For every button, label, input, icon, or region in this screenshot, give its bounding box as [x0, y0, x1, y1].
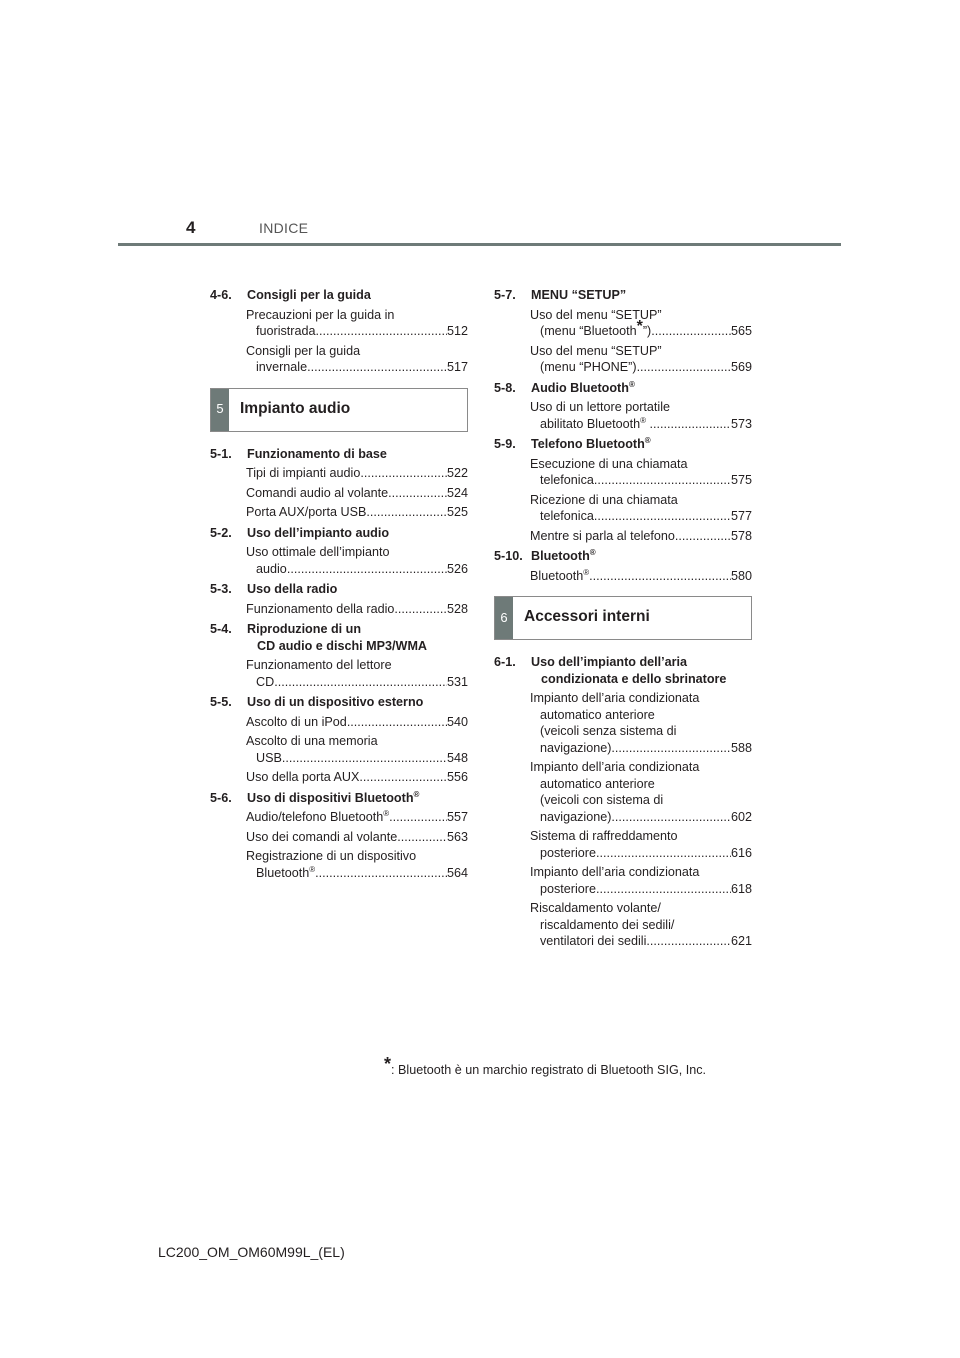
- toc-entry[interactable]: [210, 848, 468, 881]
- section-heading[interactable]: [210, 621, 468, 654]
- registered-mark: ®: [413, 789, 420, 799]
- page-ref: 580: [730, 568, 752, 583]
- toc-section-5-4: [210, 621, 468, 690]
- toc-entry[interactable]: [494, 900, 752, 950]
- leader-dots: [611, 740, 731, 757]
- page-ref: 512: [446, 324, 468, 338]
- entry-text: Ricezione di una chiamata: [530, 492, 678, 507]
- section-title: Telefono Bluetooth: [531, 437, 645, 451]
- section-heading[interactable]: [494, 287, 752, 304]
- page-ref: 602: [730, 809, 752, 824]
- section-heading[interactable]: [210, 287, 468, 304]
- entry-text: Funzionamento della radio: [246, 601, 395, 616]
- leader-dots: [316, 323, 447, 340]
- section-number: 5-3.: [210, 582, 232, 596]
- section-title: Audio Bluetooth: [531, 380, 629, 395]
- entry-text: invernale: [256, 360, 308, 374]
- toc-entry[interactable]: [494, 828, 752, 861]
- entry-text: ventilatori dei sedili: [540, 934, 647, 948]
- entry-text: abilitato Bluetooth: [540, 416, 641, 431]
- page-ref: 577: [730, 509, 752, 523]
- registered-mark: ®: [644, 435, 651, 445]
- toc-entry[interactable]: [210, 307, 468, 340]
- leader-dots: [650, 416, 731, 433]
- chapter-title: Impianto audio: [240, 399, 351, 417]
- section-title: Riproduzione di un: [247, 622, 362, 636]
- registered-mark: ®: [589, 547, 596, 557]
- toc-section-5-8: [494, 380, 752, 433]
- toc-entry[interactable]: [494, 528, 752, 545]
- entry-text: Registrazione di un dispositivo: [246, 849, 417, 863]
- leader-dots: [596, 881, 731, 898]
- section-heading[interactable]: [494, 436, 752, 453]
- registered-mark: ®: [383, 808, 390, 818]
- toc-entry[interactable]: [210, 733, 468, 766]
- entry-text: Funzionamento del lettore: [246, 658, 392, 672]
- leader-dots: [307, 359, 447, 376]
- section-number: 5-1.: [210, 446, 232, 461]
- entry-text: Esecuzione di una chiamata: [530, 456, 688, 471]
- section-heading[interactable]: [494, 380, 752, 397]
- entry-text: automatico anteriore: [540, 776, 655, 791]
- footnote: [384, 1054, 707, 1077]
- section-number: 5-4.: [210, 622, 232, 636]
- toc-entry[interactable]: [494, 399, 752, 432]
- entry-text: Impianto dell’aria condizionata: [530, 760, 700, 774]
- page-header: [0, 0, 960, 250]
- page-ref: 621: [730, 934, 752, 948]
- header-rule: [118, 243, 841, 246]
- entry-text: Porta AUX/porta USB: [246, 505, 367, 519]
- page-number: 4: [186, 218, 196, 237]
- toc-entry[interactable]: [210, 769, 468, 786]
- entry-text: USB: [256, 750, 282, 765]
- entry-text: Impianto dell’aria condizionata: [530, 691, 700, 705]
- section-title: MENU “SETUP”: [531, 288, 627, 302]
- entry-text: Uso ottimale dell’impianto: [246, 545, 390, 559]
- toc-section-5-9: [494, 436, 752, 544]
- document-code: LC200_OM_OM60M99L_(EL): [158, 1244, 345, 1260]
- leader-dots: [360, 465, 447, 482]
- leader-dots: [287, 561, 447, 578]
- section-heading[interactable]: [494, 654, 752, 687]
- section-title: Consigli per la guida: [247, 288, 371, 302]
- toc-section-5-7: [494, 287, 752, 376]
- entry-text: Comandi audio al volante: [246, 485, 389, 500]
- toc-entry[interactable]: [210, 485, 468, 502]
- leader-dots: [347, 714, 447, 731]
- toc-section-5-3: [210, 581, 468, 617]
- leader-dots: [646, 933, 731, 950]
- leader-dots: [611, 809, 731, 826]
- toc-section-5-10: [494, 548, 752, 584]
- section-title-cont: CD audio e dischi MP3/WMA: [257, 638, 428, 653]
- entry-text: (veicoli senza sistema di: [540, 724, 677, 738]
- entry-text: Audio/telefono Bluetooth: [246, 810, 384, 824]
- section-heading[interactable]: [210, 446, 468, 463]
- toc-entry[interactable]: [494, 759, 752, 825]
- toc-entry[interactable]: [210, 504, 468, 521]
- entry-text: navigazione): [540, 809, 612, 824]
- page-ref: 578: [730, 528, 752, 543]
- toc-entry[interactable]: [210, 829, 468, 846]
- leader-dots: [594, 472, 731, 489]
- registered-mark: ®: [583, 567, 590, 577]
- registered-mark: ®: [640, 415, 647, 425]
- toc-entry[interactable]: [494, 492, 752, 525]
- section-heading[interactable]: [210, 525, 468, 542]
- page-ref: 557: [446, 810, 468, 824]
- toc-entry[interactable]: [494, 568, 752, 585]
- section-heading[interactable]: [494, 548, 752, 565]
- entry-text: Bluetooth: [256, 865, 310, 880]
- entry-text: Consigli per la guida: [246, 343, 361, 358]
- registered-mark: ®: [628, 379, 635, 389]
- entry-text: navigazione): [540, 740, 612, 755]
- toc-right-column: [494, 287, 752, 954]
- entry-text: ”): [642, 324, 652, 338]
- registered-mark: ®: [309, 864, 316, 874]
- page-ref: 564: [446, 865, 468, 880]
- leader-dots: [651, 323, 731, 340]
- section-number: 5-8.: [494, 380, 516, 395]
- section-title: Uso di un dispositivo esterno: [247, 695, 424, 709]
- page-ref: 588: [730, 740, 752, 755]
- leader-dots: [637, 359, 731, 376]
- entry-text: fuoristrada: [256, 324, 316, 338]
- toc-entry[interactable]: [494, 307, 752, 340]
- leader-dots: [594, 508, 731, 525]
- footnote-star: *: [636, 318, 643, 335]
- entry-text: telefonica: [540, 509, 594, 523]
- page-ref: 618: [730, 881, 752, 896]
- section-heading[interactable]: [210, 694, 468, 711]
- entry-text: Impianto dell’aria condizionata: [530, 865, 700, 879]
- page-ref: 522: [446, 466, 468, 480]
- section-number: 5-10.: [494, 549, 523, 563]
- page-ref: 517: [446, 360, 468, 374]
- entry-text: Uso dei comandi al volante: [246, 829, 398, 844]
- section-title: Funzionamento di base: [247, 446, 387, 461]
- leader-dots: [282, 750, 447, 767]
- toc-section-4-6: [210, 287, 468, 376]
- page-ref: 525: [446, 505, 468, 519]
- footnote-star: *: [384, 1054, 392, 1074]
- entry-text: Sistema di raffreddamento: [530, 829, 678, 843]
- entry-text: Ascolto di una memoria: [246, 734, 378, 748]
- chapter-tab: 5: [211, 389, 229, 431]
- toc-section-5-6: [210, 790, 468, 882]
- section-number: 5-6.: [210, 790, 232, 805]
- toc-section-5-2: [210, 525, 468, 578]
- page-ref: 616: [730, 845, 752, 860]
- page-ref: 573: [730, 416, 752, 431]
- entry-text: Uso della porta AUX: [246, 770, 360, 784]
- leader-dots: [596, 845, 731, 862]
- entry-text: Riscaldamento volante/: [530, 901, 661, 915]
- leader-dots: [397, 829, 447, 846]
- page-ref: 540: [446, 714, 468, 729]
- toc-entry[interactable]: [494, 343, 752, 376]
- toc-section-5-5: [210, 694, 468, 786]
- toc-entry[interactable]: [210, 343, 468, 376]
- chapter-title: Accessori interni: [524, 608, 650, 625]
- toc-entry[interactable]: [210, 465, 468, 482]
- section-heading[interactable]: [210, 790, 468, 807]
- leader-dots: [315, 865, 447, 882]
- entry-text: posteriore: [540, 881, 597, 896]
- toc-entry[interactable]: [210, 601, 468, 618]
- chapter-5-box[interactable]: [210, 388, 468, 432]
- footnote-text: : Bluetooth è un marchio registrato di Bluetooth SIG, Inc.: [391, 1063, 707, 1077]
- entry-text: Bluetooth: [530, 568, 584, 583]
- section-number: 5-7.: [494, 288, 516, 302]
- section-title: Uso di dispositivi Bluetooth: [247, 790, 414, 805]
- page-ref: 565: [730, 324, 752, 338]
- entry-text: (menu “PHONE”): [540, 360, 637, 374]
- entry-text: Uso di un lettore portatile: [530, 400, 671, 414]
- leader-dots: [589, 568, 731, 585]
- entry-text: audio: [256, 561, 287, 576]
- entry-text: automatico anteriore: [540, 707, 655, 722]
- chapter-tab: 6: [495, 597, 513, 639]
- section-number: 5-9.: [494, 437, 516, 451]
- leader-dots: [274, 674, 447, 691]
- leader-dots: [388, 485, 447, 502]
- toc-section-6-1: [494, 654, 752, 950]
- section-heading[interactable]: [210, 581, 468, 598]
- toc-entry[interactable]: [494, 690, 752, 756]
- section-title: Uso della radio: [247, 582, 338, 596]
- section-number: 5-5.: [210, 695, 232, 709]
- section-title: Bluetooth: [531, 549, 590, 563]
- leader-dots: [675, 528, 731, 545]
- toc-entry[interactable]: [494, 864, 752, 897]
- chapter-6-box[interactable]: [494, 596, 752, 640]
- section-number: 5-2.: [210, 525, 232, 540]
- page-ref: 563: [446, 829, 468, 844]
- leader-dots: [366, 504, 447, 521]
- toc-section-5-1: [210, 446, 468, 521]
- entry-text: Precauzioni per la guida in: [246, 307, 395, 322]
- entry-text: Ascolto di un iPod: [246, 714, 347, 729]
- page-ref: 528: [446, 601, 468, 616]
- page-ref: 569: [730, 360, 752, 374]
- entry-text: Tipi di impianti audio: [246, 466, 361, 480]
- section-title: Uso dell’impianto dell’aria: [531, 655, 688, 669]
- leader-dots: [389, 809, 447, 826]
- leader-dots: [394, 601, 447, 618]
- page-ref: 526: [446, 561, 468, 576]
- entry-text: Mentre si parla al telefono: [530, 528, 675, 543]
- leader-dots: [359, 769, 447, 786]
- entry-text: riscaldamento dei sedili/: [540, 917, 675, 932]
- toc-entry[interactable]: [210, 544, 468, 577]
- toc-entry[interactable]: [494, 456, 752, 489]
- entry-text: Uso del menu “SETUP”: [530, 343, 662, 358]
- page-title: INDICE: [259, 220, 309, 236]
- page-ref: 548: [446, 750, 468, 765]
- entry-text: CD: [256, 674, 275, 689]
- toc-entry[interactable]: [210, 714, 468, 731]
- page-ref: 556: [446, 770, 468, 784]
- toc-entry[interactable]: [210, 809, 468, 826]
- entry-text: telefonica: [540, 473, 594, 487]
- section-title-cont: condizionata e dello sbrinatore: [541, 671, 727, 686]
- section-number: 6-1.: [494, 655, 516, 669]
- page-ref: 531: [446, 674, 468, 689]
- entry-text: Uso del menu “SETUP”: [530, 307, 662, 322]
- entry-text: (veicoli con sistema di: [540, 793, 664, 807]
- toc-left-column: [210, 287, 468, 885]
- entry-text: (menu “Bluetooth: [540, 324, 637, 338]
- section-title: Uso dell’impianto audio: [247, 525, 390, 540]
- entry-text: posteriore: [540, 845, 597, 860]
- section-number: 4-6.: [210, 288, 232, 302]
- toc-entry[interactable]: [210, 657, 468, 690]
- page-ref: 575: [730, 473, 752, 487]
- page-ref: 524: [446, 485, 468, 500]
